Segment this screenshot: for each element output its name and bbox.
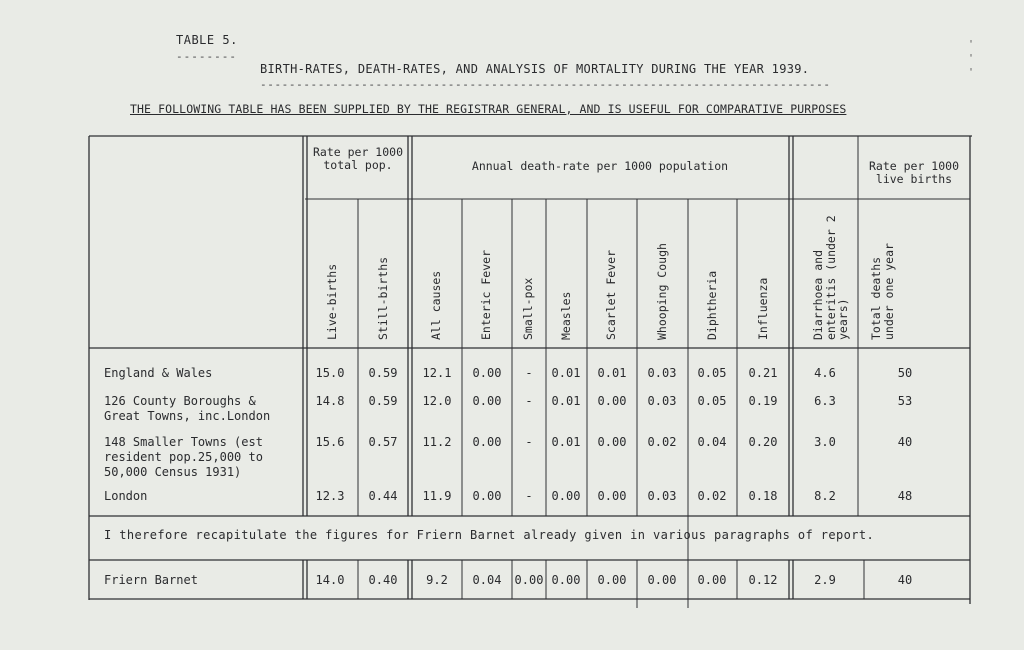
row-value-cell: - [525, 489, 533, 503]
table-label: TABLE 5. [176, 33, 238, 47]
row-place-name: 148 Smaller Towns (est resident pop.25,000 to 50,000 Census 1931) [104, 435, 263, 479]
header-death-group: Annual death-rate per 1000 population [471, 159, 729, 173]
row-value-cell: 0.04 [697, 435, 727, 449]
row-value-cell: 0.01 [551, 435, 581, 449]
row-value-cell: 14.8 [315, 394, 345, 408]
friern-value-cell: 0.12 [748, 573, 778, 587]
friern-value-cell: 9.2 [426, 573, 448, 587]
col-all-causes: All causes [429, 270, 443, 340]
col-measles: Measles [559, 291, 573, 340]
row-value-cell: 40 [897, 435, 913, 449]
row-value-cell: 11.2 [422, 435, 452, 449]
main-title: BIRTH-RATES, DEATH-RATES, AND ANALYSIS OF MORTALITY DURING THE YEAR 1939. [260, 62, 810, 76]
row-value-cell: 4.6 [814, 366, 836, 380]
row-value-cell: 8.2 [814, 489, 836, 503]
row-value-cell: 0.00 [472, 435, 502, 449]
friern-value-cell: 0.40 [368, 573, 398, 587]
friern-value-cell: 0.00 [551, 573, 581, 587]
row-value-cell: 11.9 [422, 489, 452, 503]
col-total-deaths-under-one: Total deaths under one year [869, 243, 896, 340]
row-value-cell: 0.00 [597, 394, 627, 408]
row-value-cell: 0.19 [748, 394, 778, 408]
col-still-births: Still-births [376, 256, 390, 340]
margin-marks: ' ' ' [968, 39, 975, 78]
row-value-cell: 15.6 [315, 435, 345, 449]
row-value-cell: 0.03 [647, 366, 677, 380]
row-value-cell: - [525, 366, 533, 380]
friern-value-cell: 0.04 [472, 573, 502, 587]
row-value-cell: 12.3 [315, 489, 345, 503]
recapitulate-note: I therefore recapitulate the figures for Friern Barnet already given in various paragraphs of report. [104, 528, 875, 542]
row-value-cell: 0.57 [368, 435, 398, 449]
row-value-cell: 0.03 [647, 394, 677, 408]
row-value-cell: 0.18 [748, 489, 778, 503]
col-diphtheria: Diphtheria [705, 270, 719, 340]
row-value-cell: 0.20 [748, 435, 778, 449]
row-place-name: 126 County Boroughs & Great Towns, inc.London [104, 394, 271, 423]
table-label-underline: -------- [176, 50, 237, 63]
row-value-cell: 0.00 [472, 394, 502, 408]
row-value-cell: 0.00 [551, 489, 581, 503]
row-value-cell: 0.44 [368, 489, 398, 503]
row-value-cell: 0.21 [748, 366, 778, 380]
row-value-cell: 12.1 [422, 366, 452, 380]
friern-value-cell: 0.00 [647, 573, 677, 587]
friern-value-cell: 0.00 [514, 573, 544, 587]
row-value-cell: 0.05 [697, 394, 727, 408]
friern-value-cell: 40 [897, 573, 913, 587]
row-value-cell: 0.00 [472, 489, 502, 503]
friern-value-cell: 0.00 [597, 573, 627, 587]
friern-value-cell: 2.9 [814, 573, 836, 587]
row-value-cell: 0.00 [597, 489, 627, 503]
col-small-pox: Small-pox [521, 277, 535, 340]
row-value-cell: 15.0 [315, 366, 345, 380]
row-value-cell: - [525, 435, 533, 449]
row-value-cell: 0.01 [551, 394, 581, 408]
col-influenza: Influenza [756, 277, 770, 340]
row-place-name: England & Wales [104, 366, 213, 380]
header-infant-group: Rate per 1000 live births [868, 159, 959, 186]
row-value-cell: 0.00 [597, 435, 627, 449]
row-value-cell: 0.05 [697, 366, 727, 380]
col-whooping-cough: Whooping Cough [655, 243, 669, 340]
row-value-cell: 3.0 [814, 435, 836, 449]
row-value-cell: 50 [897, 366, 913, 380]
friern-barnet-place: Friern Barnet [104, 573, 198, 587]
row-value-cell: 0.59 [368, 366, 398, 380]
row-value-cell: 0.01 [597, 366, 627, 380]
main-title-underline: ------------------------------------------------------------------------------- [260, 78, 831, 91]
row-value-cell: - [525, 394, 533, 408]
row-value-cell: 0.01 [551, 366, 581, 380]
row-value-cell: 12.0 [422, 394, 452, 408]
row-value-cell: 0.02 [647, 435, 677, 449]
row-place-name: London [104, 489, 148, 503]
header-birth-group: Rate per 1000 total pop. [312, 145, 403, 172]
col-diarrhoea: Diarrhoea and enteritis (under 2 years) [811, 215, 850, 340]
intro-text: THE FOLLOWING TABLE HAS BEEN SUPPLIED BY THE REGISTRAR GENERAL, AND IS USEFUL FOR COMPARATIVE PURPOSES [130, 102, 847, 116]
row-value-cell: 0.03 [647, 489, 677, 503]
row-value-cell: 53 [897, 394, 913, 408]
row-value-cell: 0.02 [697, 489, 727, 503]
row-value-cell: 6.3 [814, 394, 836, 408]
row-value-cell: 48 [897, 489, 913, 503]
row-value-cell: 0.59 [368, 394, 398, 408]
row-value-cell: 0.00 [472, 366, 502, 380]
col-scarlet-fever: Scarlet Fever [604, 249, 618, 340]
col-live-births: Live-births [325, 263, 339, 340]
friern-value-cell: 14.0 [315, 573, 345, 587]
friern-value-cell: 0.00 [697, 573, 727, 587]
col-enteric-fever: Enteric Fever [479, 249, 493, 340]
